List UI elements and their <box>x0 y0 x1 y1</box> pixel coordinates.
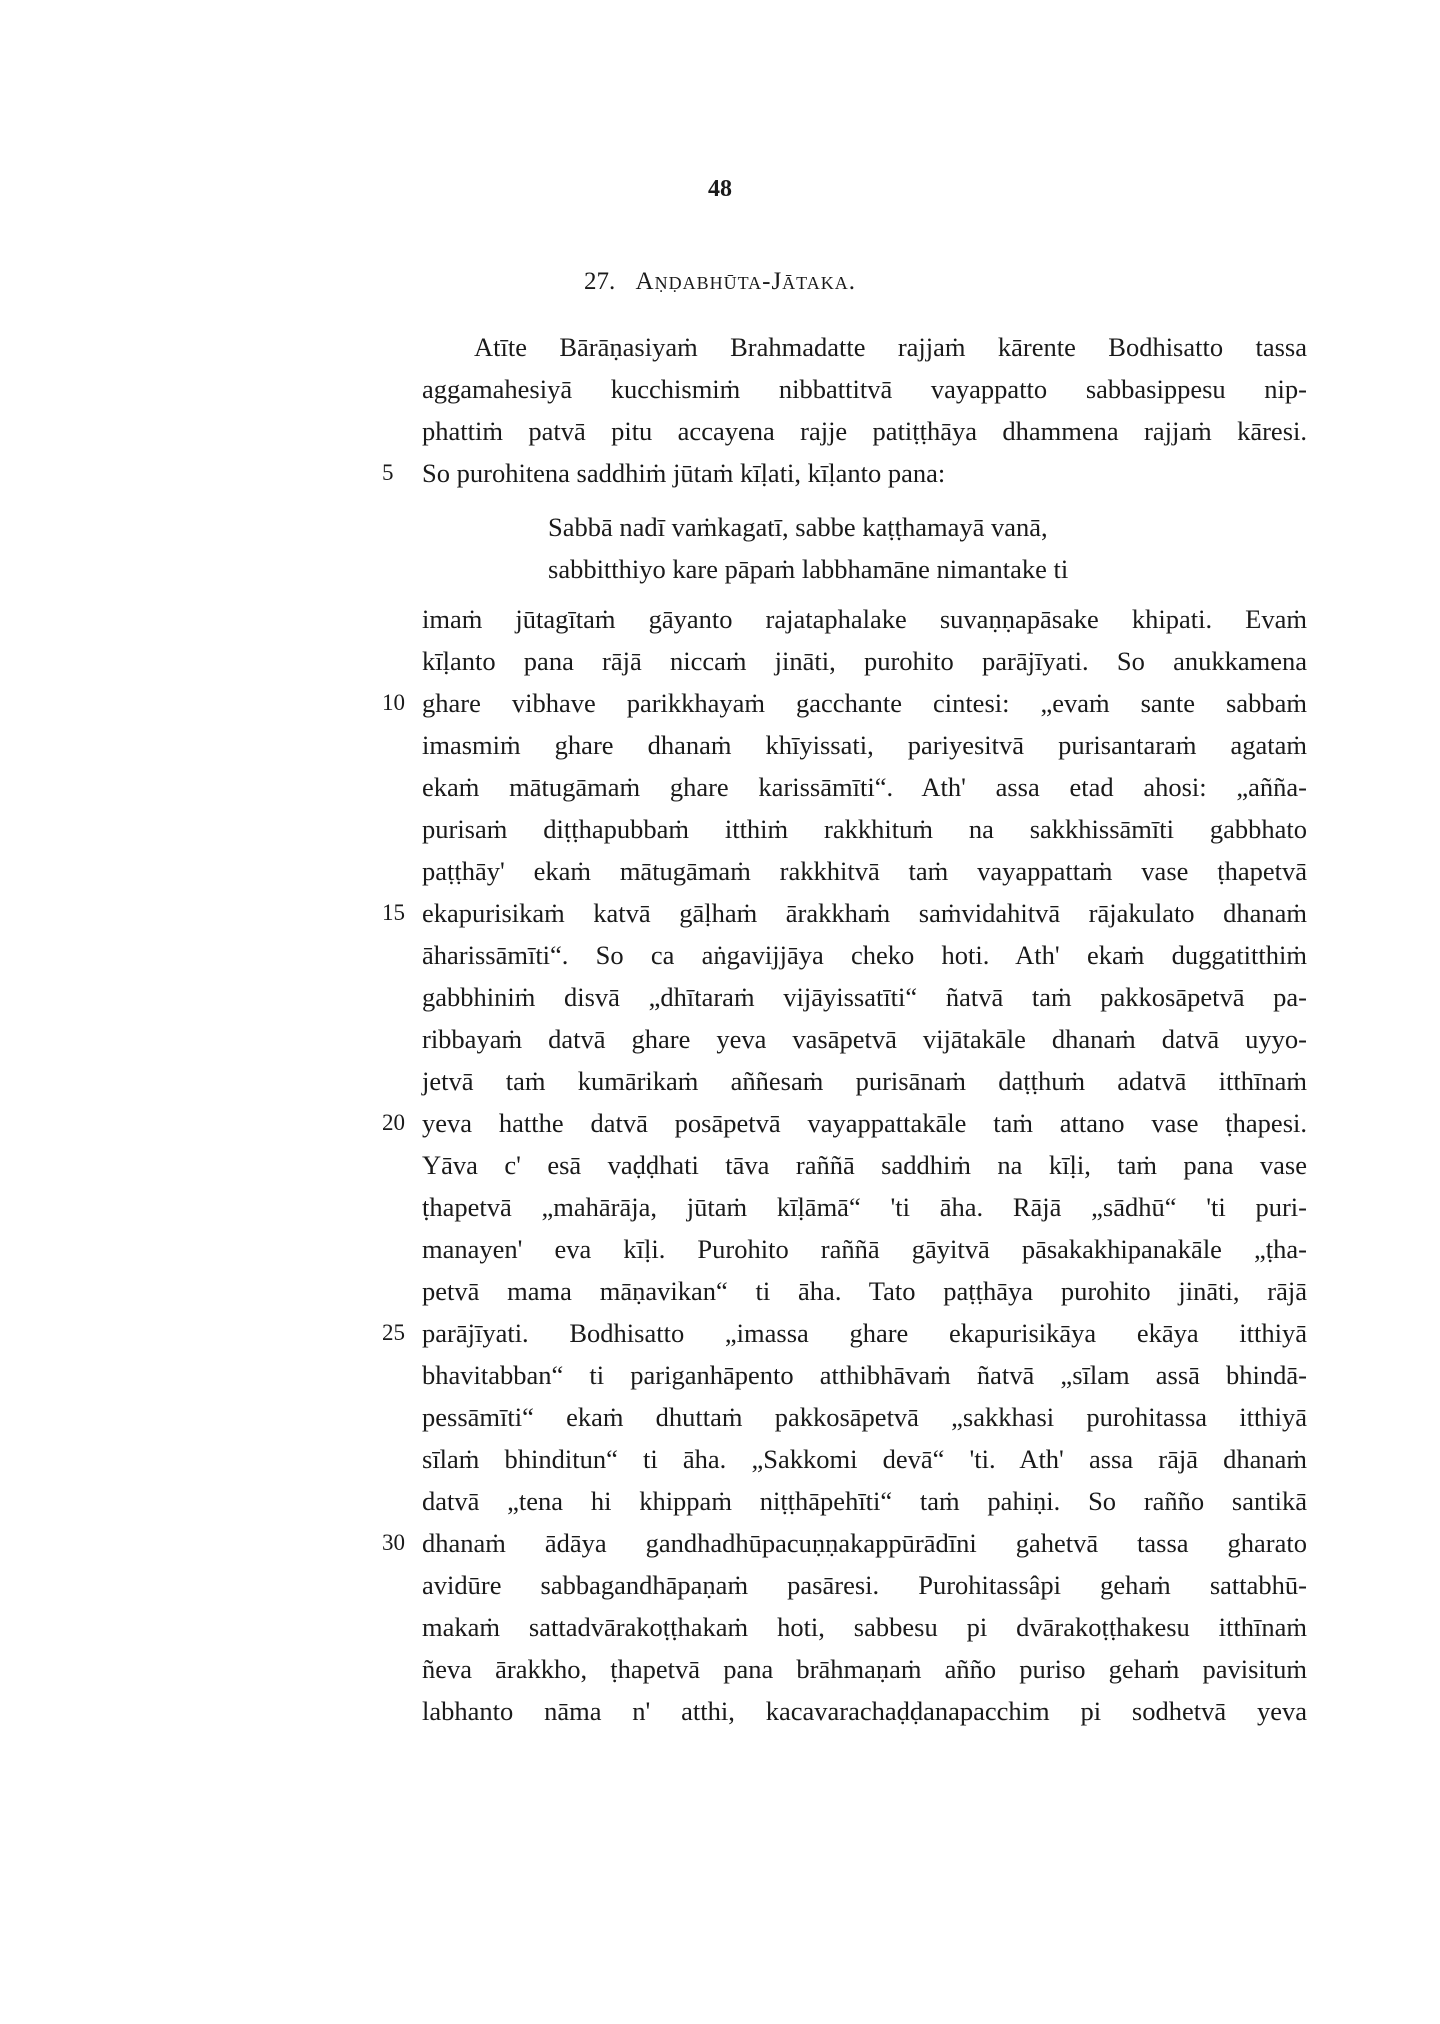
text-line: manayen' eva kīḷi. Purohito raññā gāyitvā pāsakakhipanakāle „ṭha- <box>422 1234 1307 1264</box>
text-line: pessāmīti“ ekaṁ dhuttaṁ pakkosāpetvā „sakkhasi purohitassa itthiyā <box>422 1402 1307 1432</box>
chapter-heading <box>0 268 1440 296</box>
line-number: 20 <box>382 1110 405 1135</box>
text-line: yeva hatthe datvā posāpetvā vayappattakāle taṁ attano vase ṭhapesi. <box>422 1108 1307 1138</box>
text-line: ribbayaṁ datvā ghare yeva vasāpetvā vijātakāle dhanaṁ datvā uyyo- <box>422 1024 1307 1054</box>
text-line: sīlaṁ bhinditun“ ti āha. „Sakkomi devā“ 'ti. Ath' assa rājā dhanaṁ <box>422 1444 1307 1474</box>
text-line: dhanaṁ ādāya gandhadhūpacuṇṇakappūrādīni gahetvā tassa gharato <box>422 1528 1307 1558</box>
line-number: 25 <box>382 1320 405 1345</box>
text-line: aggamahesiyā kucchismiṁ nibbattitvā vayappatto sabbasippesu nip- <box>422 374 1307 404</box>
text-line: kīḷanto pana rājā niccaṁ jināti, purohito parājīyati. So anukkamena <box>422 646 1307 676</box>
page-number: 48 <box>708 176 732 202</box>
text-line: imaṁ jūtagītaṁ gāyanto rajataphalake suvaṇṇapāsake khipati. Evaṁ <box>422 604 1307 634</box>
line-number: 30 <box>382 1530 405 1555</box>
text-line: petvā mama māṇavikan“ ti āha. Tato paṭṭhāya purohito jināti, rājā <box>422 1276 1307 1306</box>
text-line: datvā „tena hi khippaṁ niṭṭhāpehīti“ taṁ pahiṇi. So rañño santikā <box>422 1486 1307 1516</box>
text-line: gabbhiniṁ disvā „dhītaraṁ vijāyissatīti“ ñatvā taṁ pakkosāpetvā pa- <box>422 982 1307 1012</box>
line-number: 15 <box>382 900 405 925</box>
line-number: 5 <box>382 460 394 485</box>
text-line: Atīte Bārāṇasiyaṁ Brahmadatte rajjaṁ kārente Bodhisatto tassa <box>474 332 1307 362</box>
chapter-number: 27. <box>584 268 616 295</box>
text-line: makaṁ sattadvārakoṭṭhakaṁ hoti, sabbesu pi dvārakoṭṭhakesu itthīnaṁ <box>422 1612 1307 1642</box>
line-number: 10 <box>382 690 405 715</box>
text-line: ekapurisikaṁ katvā gāḷhaṁ ārakkhaṁ saṁvidahitvā rājakulato dhanaṁ <box>422 898 1307 928</box>
text-line: So purohitena saddhiṁ jūtaṁ kīḷati, kīḷanto pana: <box>422 458 946 488</box>
text-line: āharissāmīti“. So ca aṅgavijjāya cheko hoti. Ath' ekaṁ duggatitthiṁ <box>422 940 1307 970</box>
text-line: Yāva c' esā vaḍḍhati tāva raññā saddhiṁ na kīḷi, taṁ pana vase <box>422 1150 1307 1180</box>
text-line: parājīyati. Bodhisatto „imassa ghare ekapurisikāya ekāya itthiyā <box>422 1318 1307 1348</box>
verse-line: Sabbā nadī vaṁkagatī, sabbe kaṭṭhamayā vanā, <box>548 512 1048 542</box>
text-line: ghare vibhave parikkhayaṁ gacchante cintesi: „evaṁ sante sabbaṁ <box>422 688 1307 718</box>
text-line: imasmiṁ ghare dhanaṁ khīyissati, pariyesitvā purisantaraṁ agataṁ <box>422 730 1307 760</box>
text-line: paṭṭhāy' ekaṁ mātugāmaṁ rakkhitvā taṁ vayappattaṁ vase ṭhapetvā <box>422 856 1307 886</box>
text-line: purisaṁ diṭṭhapubbaṁ itthiṁ rakkhituṁ na sakkhissāmīti gabbhato <box>422 814 1307 844</box>
chapter-title: Aṇḍabhūta-Jātaka. <box>635 268 856 295</box>
text-line: labhanto nāma n' atthi, kacavarachaḍḍanapacchim pi sodhetvā yeva <box>422 1696 1307 1726</box>
text-line: ñeva ārakkho, ṭhapetvā pana brāhmaṇaṁ añño puriso gehaṁ pavisituṁ <box>422 1654 1307 1684</box>
text-line: jetvā taṁ kumārikaṁ aññesaṁ purisānaṁ daṭṭhuṁ adatvā itthīnaṁ <box>422 1066 1307 1096</box>
text-line: ekaṁ mātugāmaṁ ghare karissāmīti“. Ath' assa etad ahosi: „añña- <box>422 772 1307 802</box>
text-line: ṭhapetvā „mahārāja, jūtaṁ kīḷāmā“ 'ti āha. Rājā „sādhū“ 'ti puri- <box>422 1192 1307 1222</box>
text-line: phattiṁ patvā pitu accayena rajje patiṭṭhāya dhammena rajjaṁ kāresi. <box>422 416 1307 446</box>
text-line: bhavitabban“ ti pariganhāpento atthibhāvaṁ ñatvā „sīlam assā bhindā- <box>422 1360 1307 1390</box>
text-line: avidūre sabbagandhāpaṇaṁ pasāresi. Purohitassâpi gehaṁ sattabhū- <box>422 1570 1307 1600</box>
verse-line: sabbitthiyo kare pāpaṁ labbhamāne nimantake ti <box>548 554 1069 584</box>
